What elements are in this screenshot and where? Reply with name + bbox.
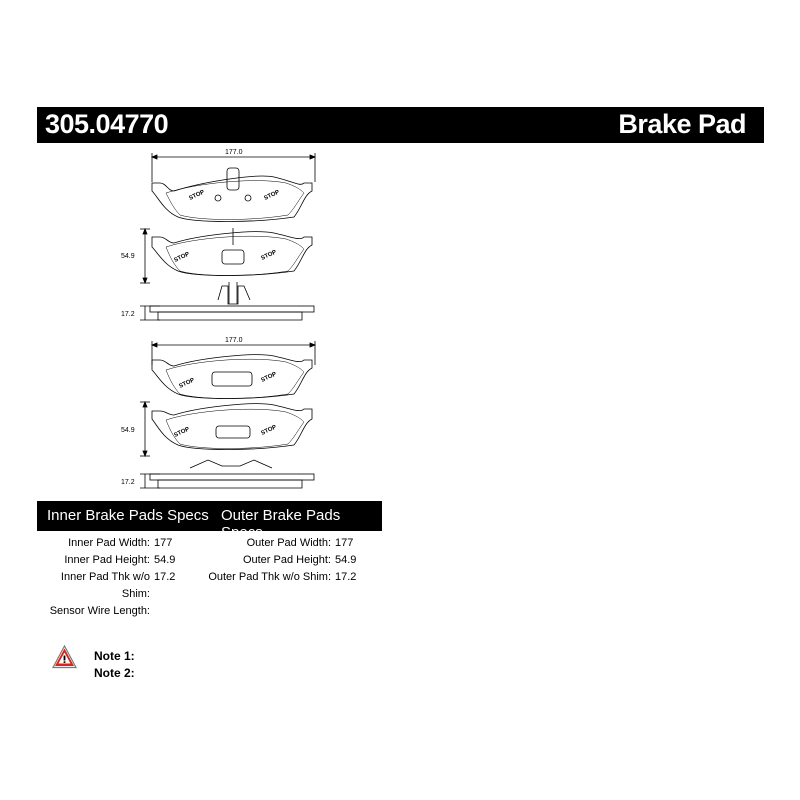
spec-label: Inner Pad Width: [68,537,150,549]
svg-text:STOP: STOP [178,377,196,390]
spec-value: 17.2 [335,571,357,583]
spec-row [205,535,383,552]
inner-thickness-dimension: 17.2 [121,311,135,318]
header-bar [37,107,764,143]
svg-text:STOP: STOP [173,426,191,439]
spec-row [205,569,383,586]
part-number: 305.04770 [45,109,169,139]
spec-value: 17.2 [154,571,176,583]
outer-width-dimension: 177.0 [225,337,243,344]
spec-value: 177 [154,537,173,549]
spec-value: 177 [335,537,354,549]
spec-row [205,552,383,569]
product-category: Brake Pad [618,109,746,139]
outer-thickness-dimension: 17.2 [121,479,135,486]
outer-pad-top-view [152,355,312,399]
svg-text:STOP: STOP [260,424,278,437]
inner-specs-title: Inner Brake Pads Specs [47,507,209,524]
outer-specs-list [205,535,383,586]
spec-row [30,569,182,603]
svg-text:STOP: STOP [173,251,191,264]
inner-height-dimension: 54.9 [121,253,135,260]
spec-label: Inner Pad Thk w/o Shim: [60,571,150,600]
spec-value: 54.9 [335,554,357,566]
svg-text:STOP: STOP [263,189,281,202]
inner-pad-side-view [140,282,314,320]
spec-value [150,603,154,620]
outer-height-dimension: 54.9 [121,427,135,434]
spec-label: Outer Pad Thk w/o Shim: [208,571,331,583]
spec-row [30,603,182,620]
spec-row [30,535,182,552]
spec-label: Sensor Wire Length: [49,605,150,617]
warning-triangle-icon [52,645,77,669]
inner-pad-back-view [140,228,312,283]
spec-label: Outer Pad Height: [242,554,331,566]
note-1: Note 1: [94,649,135,663]
outer-pad-back-view [140,402,312,456]
inner-width-dimension: 177.0 [225,149,243,156]
svg-text:STOP: STOP [260,371,278,384]
spec-row [30,552,182,569]
brake-pad-drawing [100,145,340,495]
note-2: Note 2: [94,666,135,680]
spec-label: Inner Pad Height: [64,554,150,566]
specs-header [37,501,382,541]
svg-text:STOP: STOP [260,249,278,262]
outer-pad-side-view [140,460,314,488]
spec-value: 54.9 [154,554,176,566]
spec-label: Outer Pad Width: [246,537,331,549]
svg-text:STOP: STOP [188,189,206,202]
inner-specs-list [30,535,182,620]
outer-specs-title: Outer Brake Pads Specs [221,507,341,541]
note-list [94,648,135,682]
inner-pad-top-view [152,168,312,222]
